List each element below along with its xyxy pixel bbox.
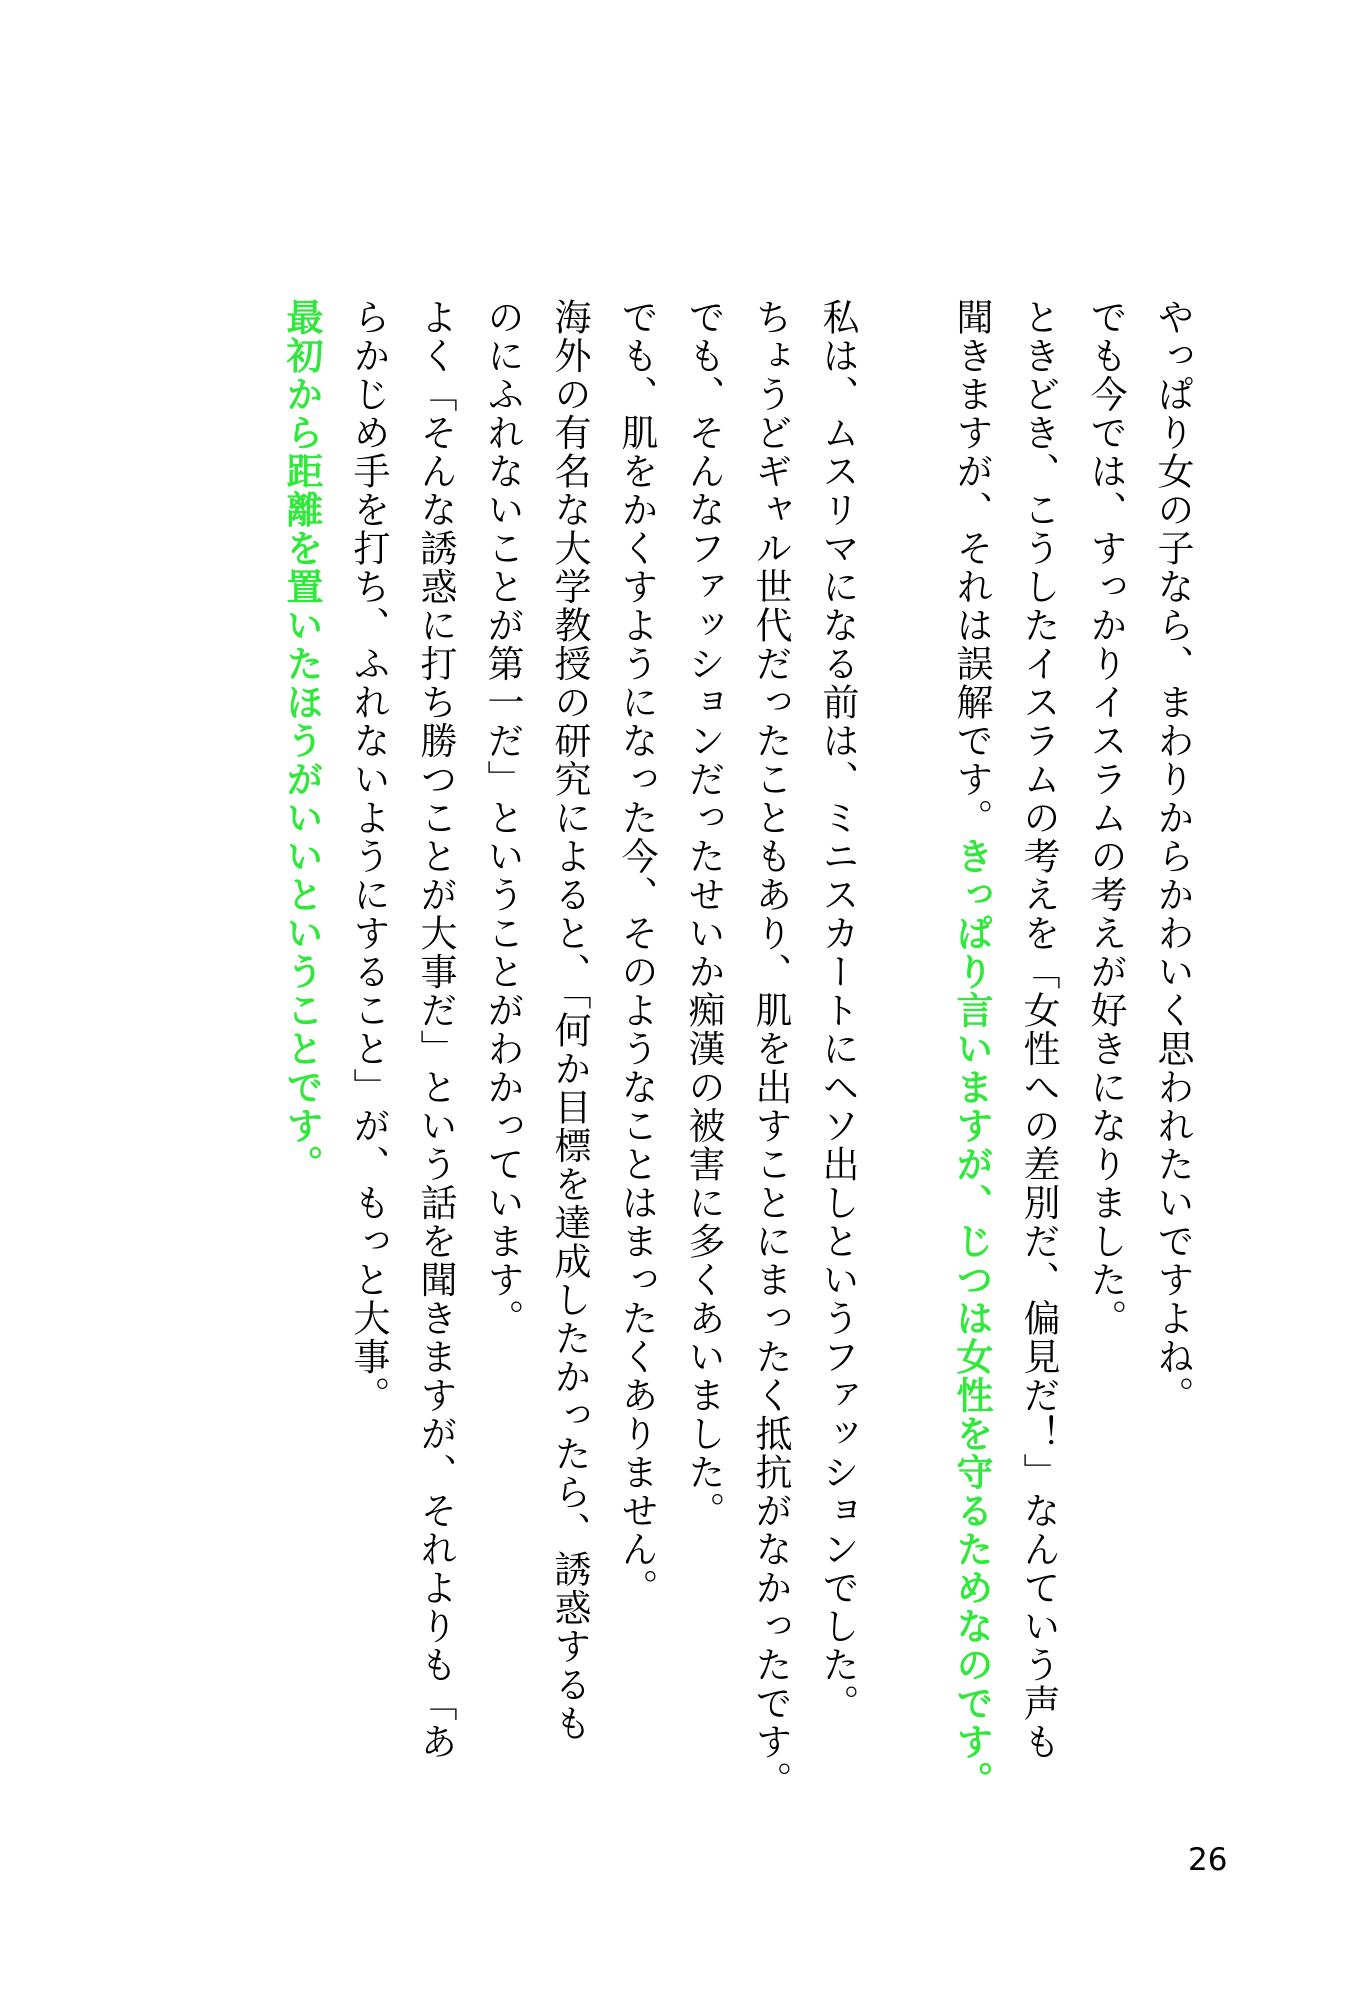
text-column-4-normal: 聞きますが、それは誤解です。 xyxy=(950,298,993,837)
text-column-6: ちょうどギャル世代だったこともあり、肌を出すことにまったく抵抗がなかったです。 xyxy=(749,298,792,1800)
text-column-5: 私は、ムスリマになる前は、ミニスカートにヘソ出しというファッションでした。 xyxy=(816,298,859,1723)
text-column-2: でも今では、すっかりイスラムの考えが好きになりました。 xyxy=(1084,298,1127,1338)
text-column-11: よく「そんな誘惑に打ち勝つことが大事だ」という話を聞きますが、それよりも「あ xyxy=(414,298,457,1761)
text-column-8: でも、肌をかくすようになった今、そのようなことはまったくありません。 xyxy=(615,298,658,1607)
text-column-1: やっぱり女の子なら、まわりからかわいく思われたいですよね。 xyxy=(1151,298,1194,1415)
text-column-4 xyxy=(946,298,996,1800)
text-column-7: でも、そんなファッションだったせいか痴漢の被害に多くあいました。 xyxy=(682,298,725,1530)
text-column-4-highlight: きっぱり言いますが、じつは女性を守るためなのです。 xyxy=(950,837,993,1800)
page-number: 26 xyxy=(1188,1842,1228,1878)
text-column-3: ときどき、こうしたイスラムの考えを「女性への差別だ、偏見だ！」なんていう声も xyxy=(1017,298,1060,1761)
text-column-9: 海外の有名な大学教授の研究によると、「何か目標を達成したかったら、誘惑するも xyxy=(548,298,591,1743)
text-column-13-highlight: 最初から距離を置いたほうがいいということです。 xyxy=(280,298,323,1184)
text-column-10: のにふれないことが第一だ」ということがわかっています。 xyxy=(481,298,524,1338)
text-column-12: らかじめ手を打ち、ふれないようにすること」が、もっと大事。 xyxy=(347,298,390,1415)
